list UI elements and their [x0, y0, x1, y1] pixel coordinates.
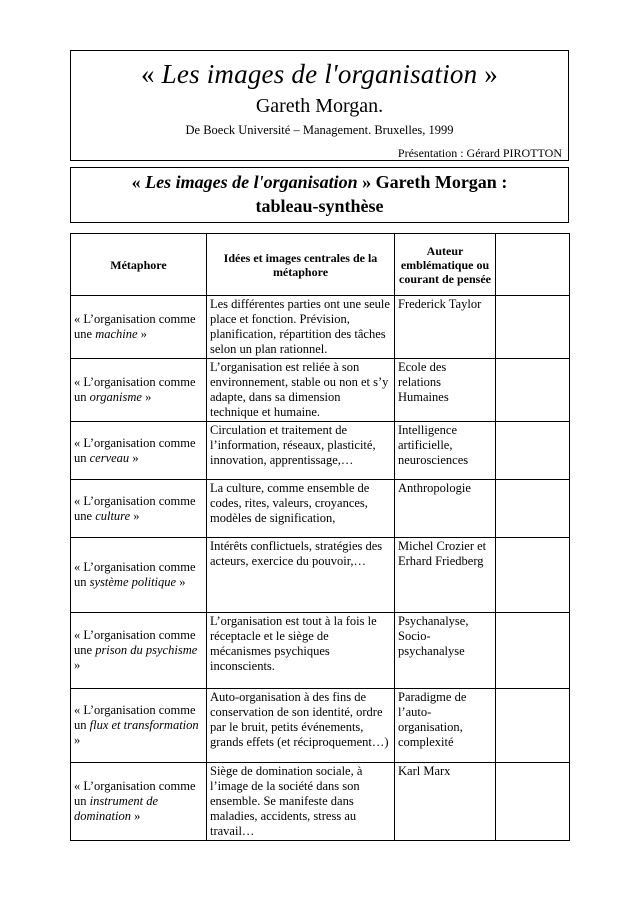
header-box: [70, 50, 569, 161]
table-header-row: [71, 234, 570, 296]
header-metaphor: Métaphore: [71, 234, 207, 296]
document-title: [71, 59, 568, 90]
author-cell: Frederick Taylor: [395, 296, 496, 359]
metaphor-cell: « L’organisation comme un flux et transformation »: [71, 689, 207, 763]
subtitle-line-2: tableau-synthèse: [255, 196, 384, 216]
table-row: [71, 359, 570, 422]
ideas-cell: L’organisation est reliée à son environnement, stable ou non et s’y adapte, dans sa dimension technique et humaine.: [207, 359, 395, 422]
table-row: [71, 296, 570, 359]
author-cell: Michel Crozier et Erhard Friedberg: [395, 538, 496, 613]
extra-cell: [496, 538, 570, 613]
table-row: [71, 480, 570, 538]
publisher-line: De Boeck Université – Management. Bruxelles, 1999: [185, 123, 454, 137]
author-cell: Paradigme de l’auto-organisation, complexité: [395, 689, 496, 763]
metaphor-cell: « L’organisation comme un système politique »: [71, 538, 207, 613]
metaphor-cell: « L’organisation comme un organisme »: [71, 359, 207, 422]
ideas-cell: Siège de domination sociale, à l’image de la société dans son ensemble. Se manifeste dans maladies, accidents, stress au travail…: [207, 763, 395, 841]
book-author: Gareth Morgan.: [255, 95, 384, 117]
extra-cell: [496, 480, 570, 538]
table-row: [71, 763, 570, 841]
ideas-cell: Intérêts conflictuels, stratégies des acteurs, exercice du pouvoir,…: [207, 538, 395, 613]
metaphor-cell: « L’organisation comme un instrument de domination »: [71, 763, 207, 841]
ideas-cell: Les différentes parties ont une seule place et fonction. Prévision, planification, répartition des tâches selon un plan rationnel.: [207, 296, 395, 359]
table-row: [71, 422, 570, 480]
presenter-line: Présentation : Gérard PIROTTON: [397, 146, 562, 160]
metaphor-cell: « L’organisation comme une machine »: [71, 296, 207, 359]
header-author: Auteur emblématique ou courant de pensée: [395, 234, 496, 296]
subtitle-box: [70, 167, 569, 223]
title-close-quote: »: [477, 59, 498, 89]
table-row: [71, 689, 570, 763]
metaphor-cell: « L’organisation comme un cerveau »: [71, 422, 207, 480]
ideas-cell: Auto-organisation à des fins de conservation de son identité, ordre par le bruit, petits événements, grands effets (et réciproquement…): [207, 689, 395, 763]
extra-cell: [496, 422, 570, 480]
subtitle-author: Gareth Morgan :: [375, 172, 508, 192]
ideas-cell: L’organisation est tout à la fois le réceptacle et le siège de mécanismes psychiques inconscients.: [207, 613, 395, 689]
subtitle-open-quote: «: [131, 172, 146, 192]
author-cell: Intelligence artificielle, neurosciences: [395, 422, 496, 480]
ideas-cell: La culture, comme ensemble de codes, rites, valeurs, croyances, modèles de signification,: [207, 480, 395, 538]
author-cell: Psychanalyse, Socio-psychanalyse: [395, 613, 496, 689]
table-row: [71, 538, 570, 613]
metaphor-cell: « L’organisation comme une culture »: [71, 480, 207, 538]
subtitle-line-1: [71, 172, 568, 193]
synthesis-table: [70, 233, 570, 841]
title-open-quote: «: [141, 59, 162, 89]
extra-cell: [496, 763, 570, 841]
header-ideas: Idées et images centrales de la métaphore: [207, 234, 395, 296]
author-cell: Karl Marx: [395, 763, 496, 841]
metaphor-cell: « L’organisation comme une prison du psychisme »: [71, 613, 207, 689]
extra-cell: [496, 689, 570, 763]
extra-cell: [496, 296, 570, 359]
ideas-cell: Circulation et traitement de l’information, réseaux, plasticité, innovation, apprentissage,…: [207, 422, 395, 480]
author-cell: Ecole des relations Humaines: [395, 359, 496, 422]
header-extra: [496, 234, 570, 296]
author-cell: Anthropologie: [395, 480, 496, 538]
extra-cell: [496, 613, 570, 689]
table-row: [71, 613, 570, 689]
subtitle-title: Les images de l'organisation: [145, 172, 358, 192]
extra-cell: [496, 359, 570, 422]
subtitle-close-quote: »: [357, 172, 376, 192]
title-text: Les images de l'organisation: [161, 59, 478, 89]
